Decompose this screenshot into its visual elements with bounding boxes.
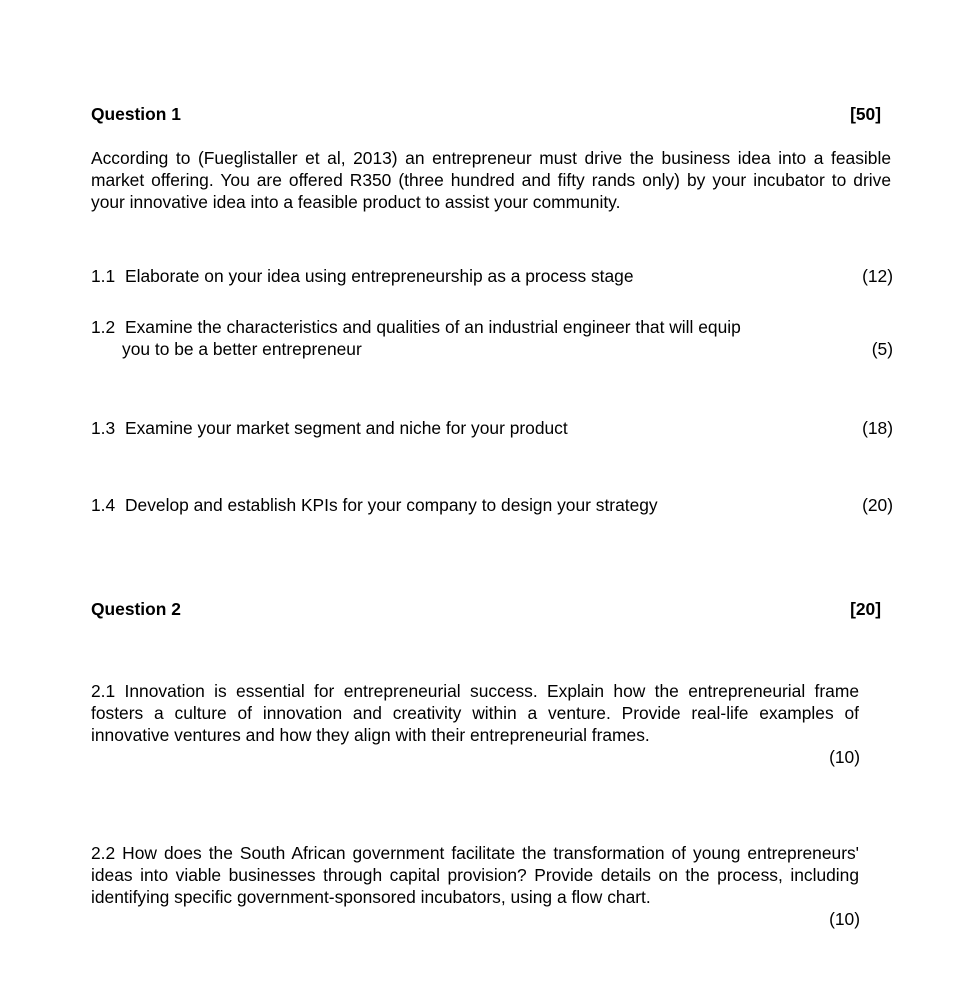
question-item-1-4 (91, 494, 893, 516)
question-1-intro: According to (Fueglistaller et al, 2013) an entrepreneur must drive the business idea into a feasible market offering. You are offered R350 (three hundred and fifty rands only) by your incubator to drive your innovative idea into a feasible product to assist your community. (91, 148, 891, 212)
question-item-2-2: 2.2 How does the South African government facilitate the transformation of young entrepreneurs' ideas into viable businesses through capital provision? Provide details on the process, including identifying specific government-sponsored incubators, using a flow chart. (91, 843, 859, 907)
item-marks-1-2: (5) (871, 339, 893, 359)
question-2-title: Question 2 (91, 599, 181, 619)
item-marks-2-2: (10) (829, 909, 860, 929)
question-1-marks: [50] (850, 104, 881, 124)
item-text-line-2: you to be a better entrepreneur (122, 339, 362, 359)
item-text: Elaborate on your idea using entrepreneurship as a process stage (125, 266, 634, 286)
question-item-2-1: 2.1 Innovation is essential for entrepreneurial success. Explain how the entrepreneurial frame fosters a culture of innovation and creativity within a venture. Provide real-life examples of innovative ventures and how they align with their entrepreneurial frames. (91, 681, 859, 745)
item-marks-1-4: (20) (862, 495, 893, 515)
question-item-1-1 (91, 265, 893, 287)
question-item-1-3 (91, 417, 893, 439)
item-text: Examine your market segment and niche for your product (125, 418, 568, 438)
question-item-1-2 (91, 316, 893, 338)
item-marks-1-3: (18) (862, 418, 893, 438)
question-2-marks: [20] (850, 599, 881, 619)
item-text-line-1: Examine the characteristics and qualities of an industrial engineer that will equip (125, 317, 741, 337)
item-text: Develop and establish KPIs for your company to design your strategy (125, 495, 658, 515)
question-1-title: Question 1 (91, 104, 181, 124)
item-number: 1.4 (91, 495, 116, 515)
item-number: 1.1 (91, 266, 116, 286)
item-number: 1.2 (91, 317, 116, 337)
item-number: 1.3 (91, 418, 116, 438)
item-marks-2-1: (10) (829, 747, 860, 767)
item-marks-1-1: (12) (862, 266, 893, 286)
